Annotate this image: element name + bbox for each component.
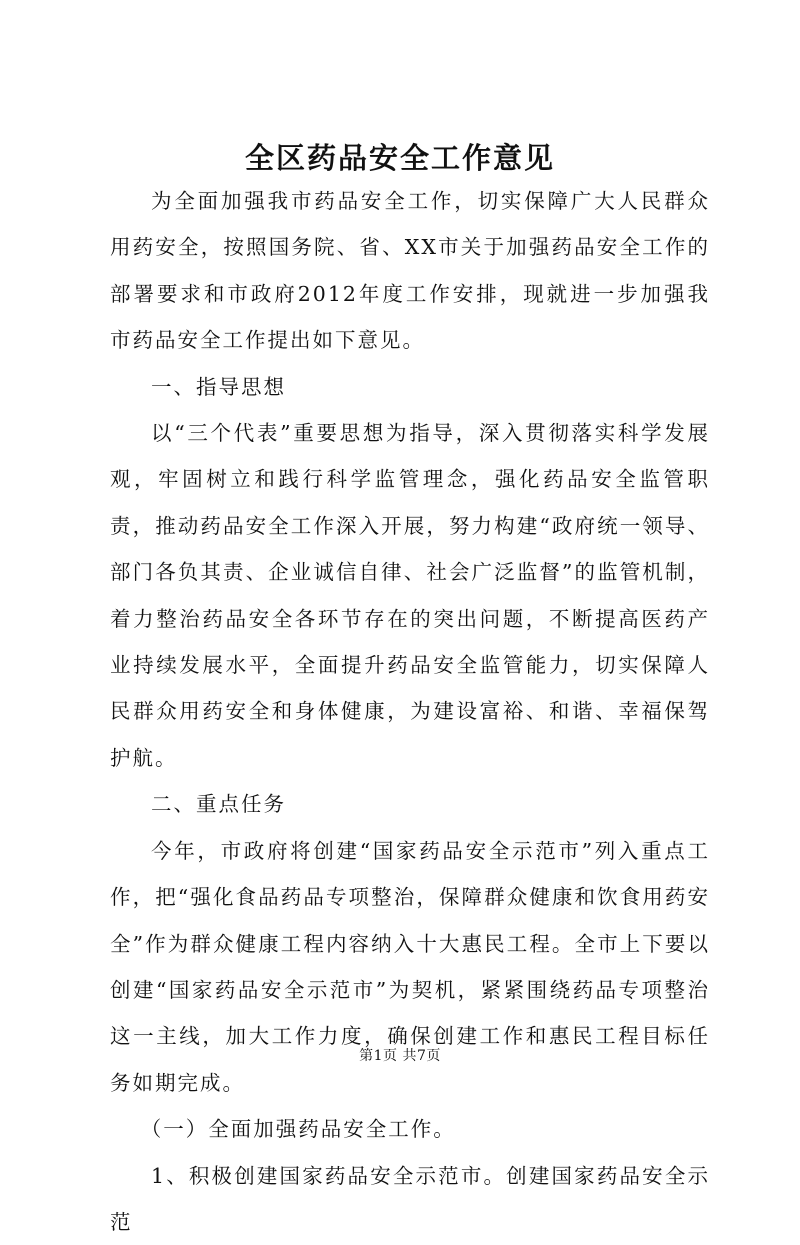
key-tasks-paragraph: 今年，市政府将创建“国家药品安全示范市”列入重点工作，把“强化食品药品专项整治，保障群众健康和饮食用药安全”作为群众健康工程内容纳入十大惠民工程。全市上下要以创建“国家药品安全示范市”为契机，紧紧围绕药品专项整治这一主线，加大工作力度，确保创建工作和惠民工程目标任务如期完成。 <box>110 838 710 1095</box>
page-number-footer: 第1页 共7页 <box>359 1048 441 1064</box>
intro-paragraph: 为全面加强我市药品安全工作，切实保障广大人民群众用药安全，按照国务院、省、XX市关于加强药品安全工作的部署要求和市政府2012年度工作安排，现就进一步加强我市药品安全工作提出如下意见。 <box>110 189 710 353</box>
section-heading-key-tasks: 二、重点任务 <box>151 792 286 817</box>
document-body <box>110 178 710 1245</box>
subsection-heading-strengthen-safety: （一）全面加强药品安全工作。 <box>140 1117 456 1142</box>
document-title: 全区药品安全工作意见 <box>244 141 555 175</box>
list-item-demonstration-city: 1、积极创建国家药品安全示范市。创建国家药品安全示范 <box>110 1163 710 1234</box>
section-heading-guiding-ideology: 一、指导思想 <box>151 374 286 399</box>
guiding-ideology-paragraph: 以“三个代表”重要思想为指导，深入贯彻落实科学发展观，牢固树立和践行科学监管理念，强化药品安全监管职责，推动药品安全工作深入开展，努力构建“政府统一领导、部门各负其责、企业诚信自律、社会广泛监督”的监管机制，着力整治药品安全各环节存在的突出问题，不断提高医药产业持续发展水平，全面提升药品安全监管能力，切实保障人民群众用药安全和身体健康，为建设富裕、和谐、幸福保驾护航。 <box>110 421 710 770</box>
